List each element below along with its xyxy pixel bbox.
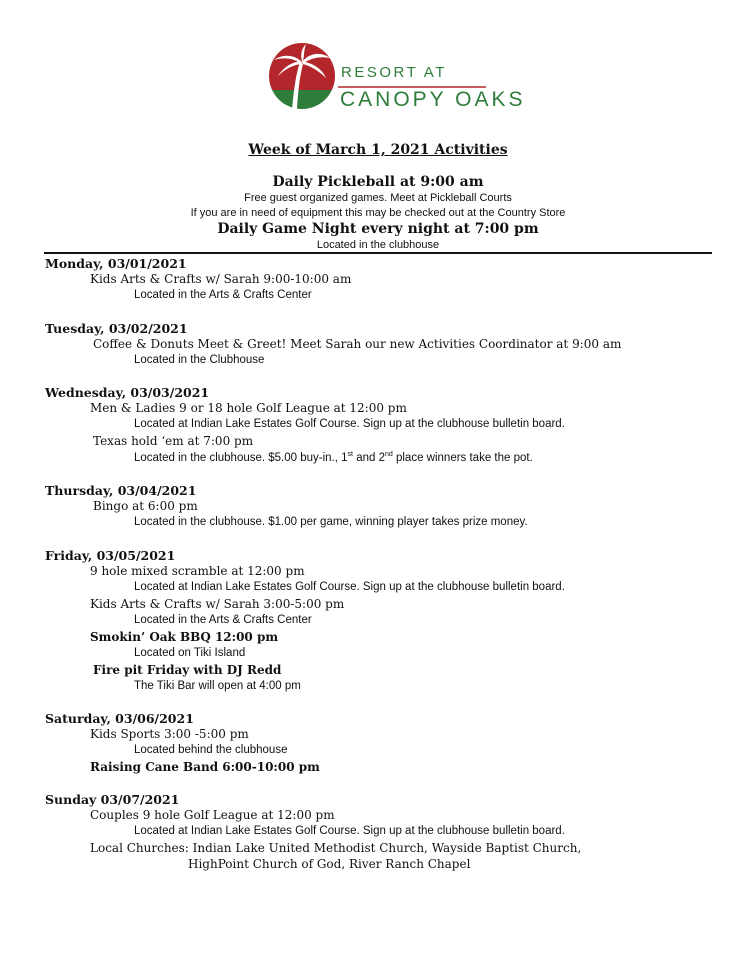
event: Coffee & Donuts Meet & Greet! Meet Sarah our new Activities Coordinator at 9:00 am bbox=[93, 337, 622, 351]
day-monday: Monday, 03/01/2021 bbox=[45, 256, 187, 271]
event-location: Located at Indian Lake Estates Golf Course. Sign up at the clubhouse bulletin board. bbox=[134, 581, 565, 593]
event-location: Located in the clubhouse. $1.00 per game, winning player takes prize money. bbox=[134, 516, 528, 528]
pickleball-title: Daily Pickleball at 9:00 am bbox=[272, 174, 484, 190]
event-location: Located on Tiki Island bbox=[134, 647, 246, 659]
event: Kids Sports 3:00 -5:00 pm bbox=[90, 727, 249, 741]
event: Men & Ladies 9 or 18 hole Golf League at 12:00 pm bbox=[90, 401, 407, 415]
event-location: Located at Indian Lake Estates Golf Course. Sign up at the clubhouse bulletin board. bbox=[134, 825, 565, 837]
event: Texas hold ‘em at 7:00 pm bbox=[93, 434, 254, 448]
event: Kids Arts & Crafts w/ Sarah 9:00-10:00 am bbox=[90, 272, 352, 286]
event: 9 hole mixed scramble at 12:00 pm bbox=[90, 564, 305, 578]
day-saturday: Saturday, 03/06/2021 bbox=[45, 711, 194, 726]
logo-line2: CANOPY OAKS bbox=[340, 88, 526, 111]
event-location: Located in the Clubhouse bbox=[134, 354, 265, 366]
event-location: Located behind the clubhouse bbox=[134, 744, 288, 756]
pickleball-note: If you are in need of equipment this may be checked out at the Country Store bbox=[190, 207, 566, 219]
gamenight-location: Located in the clubhouse bbox=[316, 239, 440, 251]
event: HighPoint Church of God, River Ranch Chapel bbox=[188, 857, 471, 871]
event: Couples 9 hole Golf League at 12:00 pm bbox=[90, 808, 335, 822]
event-location: Located at Indian Lake Estates Golf Course. Sign up at the clubhouse bulletin board. bbox=[134, 418, 565, 430]
page-title: Week of March 1, 2021 Activities bbox=[248, 142, 508, 158]
event: Smokin’ Oak BBQ 12:00 pm bbox=[90, 630, 279, 644]
event: Local Churches: Indian Lake United Methodist Church, Wayside Baptist Church, bbox=[90, 841, 582, 855]
day-tuesday: Tuesday, 03/02/2021 bbox=[45, 321, 188, 336]
logo-line1: RESORT AT bbox=[341, 64, 447, 81]
event: Bingo at 6:00 pm bbox=[93, 499, 198, 513]
pickleball-desc: Free guest organized games. Meet at Pickleball Courts bbox=[244, 192, 512, 204]
day-wednesday: Wednesday, 03/03/2021 bbox=[45, 385, 210, 400]
divider bbox=[44, 252, 712, 254]
event-location: The Tiki Bar will open at 4:00 pm bbox=[134, 680, 301, 692]
gamenight-title: Daily Game Night every night at 7:00 pm bbox=[217, 221, 539, 237]
event-location: Located in the Arts & Crafts Center bbox=[134, 289, 312, 301]
event: Raising Cane Band 6:00-10:00 pm bbox=[90, 760, 320, 774]
day-sunday: Sunday 03/07/2021 bbox=[45, 792, 180, 807]
day-thursday: Thursday, 03/04/2021 bbox=[45, 483, 197, 498]
day-friday: Friday, 03/05/2021 bbox=[45, 548, 176, 563]
event-location: Located in the clubhouse. $5.00 buy-in., 1st and 2nd place winners take the pot. bbox=[134, 451, 533, 464]
event-location: Located in the Arts & Crafts Center bbox=[134, 614, 312, 626]
event: Kids Arts & Crafts w/ Sarah 3:00-5:00 pm bbox=[90, 597, 345, 611]
event: Fire pit Friday with DJ Redd bbox=[93, 663, 282, 677]
